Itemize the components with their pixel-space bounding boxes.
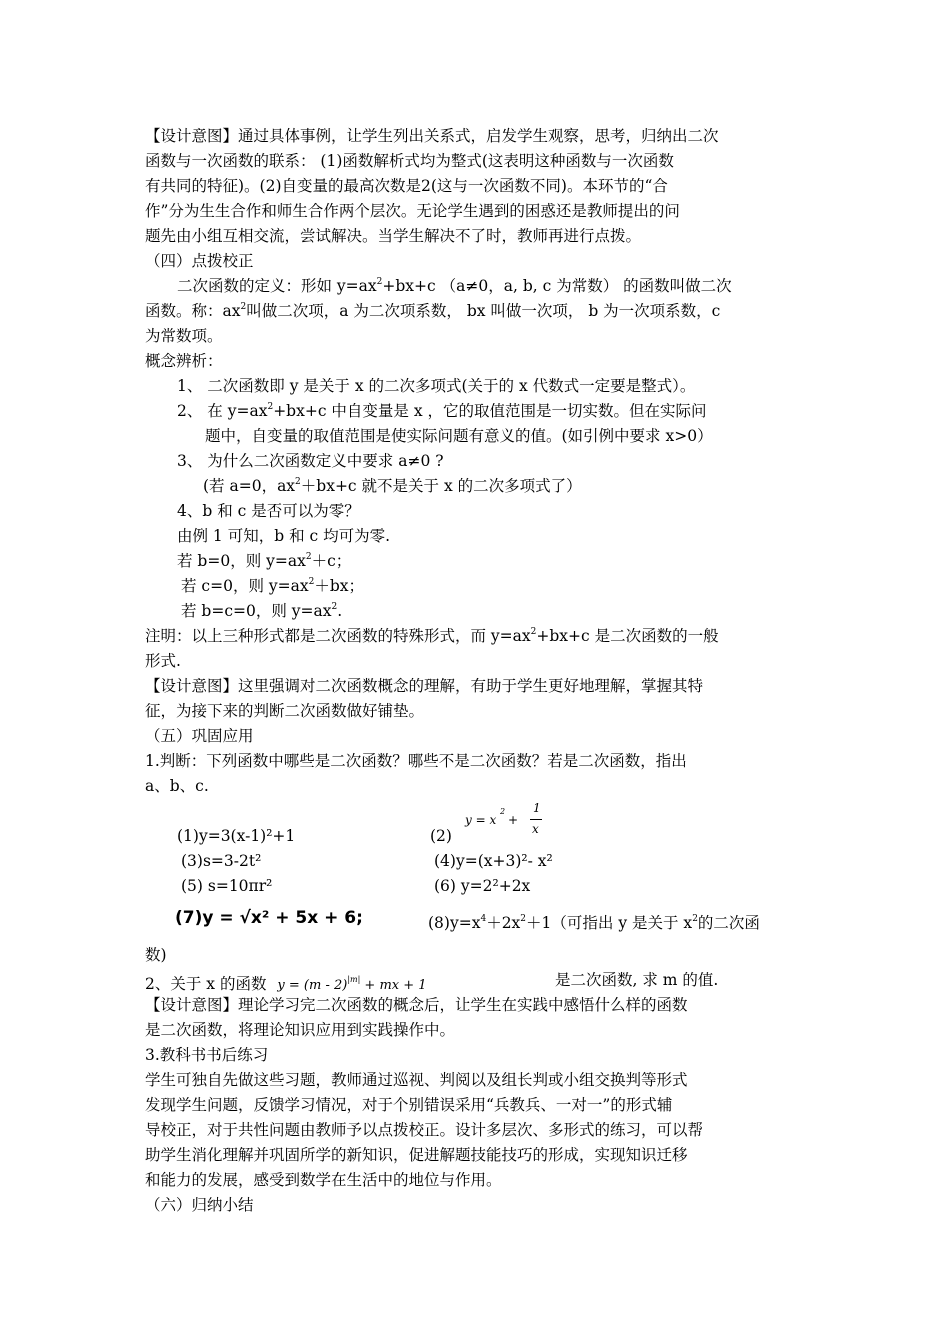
exercise-item-7: (7)y = √x² + 5x + 6;: [175, 908, 363, 928]
section-4-heading: （四）点拨校正: [145, 252, 254, 270]
practice-para-line1: 学生可独自先做这些习题，教师通过巡视、判阅以及组长判或小组交换判等形式: [145, 1071, 688, 1089]
exercise-item-2-label: (2): [430, 827, 452, 845]
concept-1: 1、 二次函数即 y 是关于 x 的二次多项式(关于的 x 代数式一定要是整式）。: [177, 377, 696, 395]
practice-para-line4: 助学生消化理解并巩固所学的新知识，促进解题技能技巧的形成，实现知识迁移: [145, 1146, 688, 1164]
note-line2: 形式.: [145, 652, 181, 670]
exercise-item-8: $(8)y=x^4+2x^2+1$（可指出 y 是关于 $x^2$的二次函: [428, 914, 760, 932]
concept-4-line3: 若 b=0，则 $y=ax^2+c$；: [177, 552, 352, 570]
exercise-item-8-line2: 数): [145, 946, 167, 964]
concept-4-line4: 若 c=0，则 $y=ax^2+bx$；: [181, 577, 365, 595]
design-intent-3-line1: 【设计意图】理论学习完二次函数的概念后，让学生在实践中感悟什么样的函数: [145, 996, 688, 1014]
exercise-item-1: (1)y=3(x-1)²+1: [177, 827, 296, 845]
design-intent-1-line4: 作”分为生生合作和师生合作两个层次。无论学生遇到的困惑还是教师提出的问: [145, 202, 680, 220]
definition-line2: 函数。称：$ax^2$叫做二次项，a 为二次项系数， bx 叫做一次项， b 为一次项系数，c: [145, 302, 721, 320]
design-intent-1-line2: 函数与一次函数的联系： (1)函数解析式均为整式(这表明这种函数与一次函数: [145, 152, 674, 170]
exercise-item-5: (5) s=10πr²: [181, 877, 273, 895]
question-1-line2: a、b、c.: [145, 777, 209, 795]
practice-para-line5: 和能力的发展，感受到数学在生活中的地位与作用。: [145, 1171, 502, 1189]
practice-para-line2: 发现学生问题，反馈学习情况，对于个别错误采用“兵教兵、一对一”的形式辅: [145, 1096, 673, 1114]
exercise-item-3: (3)s=3-2t²: [181, 852, 262, 870]
concept-2-line2: 题中，自变量的取值范围是使实际问题有意义的值。(如引例中要求 x>0）: [205, 427, 713, 445]
design-intent-1-line3: 有共同的特征)。(2)自变量的最高次数是2(这与一次函数不同)。本环节的“合: [145, 177, 668, 195]
concept-title: 概念辨析：: [145, 352, 223, 370]
definition-line1: 二次函数的定义：形如 $y=ax^2+bx+c$ （a≠0，a, b, c 为常数） 的函数叫做二次: [177, 277, 732, 295]
section-6-heading: （六）归纳小结: [145, 1196, 254, 1214]
question-1-line1: 1.判断：下列函数中哪些是二次函数？哪些不是二次函数？若是二次函数，指出: [145, 752, 687, 770]
concept-3-answer: (若 a=0，$ax^2+bx+c$ 就不是关于 x 的二次多项式了）: [203, 477, 582, 495]
question-3: 3.教科书书后练习: [145, 1046, 269, 1064]
question-2: 2、关于 x 的函数 y = (m - 2)$^{|m|}$ + mx + 1: [145, 975, 427, 993]
exercise-item-4: (4)y=(x+3)²- x²: [434, 852, 553, 870]
section-5-heading: （五）巩固应用: [145, 727, 254, 745]
note-line1: 注明：以上三种形式都是二次函数的特殊形式，而 $y=ax^2+bx+c$ 是二次函数的一般: [145, 627, 719, 645]
design-intent-2-line2: 征，为接下来的判断二次函数做好铺垫。: [145, 702, 425, 720]
design-intent-2-line1: 【设计意图】这里强调对二次函数概念的理解，有助于学生更好地理解，掌握其特: [145, 677, 704, 695]
design-intent-1-line1: 【设计意图】通过具体事例，让学生列出关系式，启发学生观察，思考，归纳出二次: [145, 127, 719, 145]
concept-4-line5: 若 b=c=0，则 $y=ax^2$.: [181, 602, 343, 620]
concept-3: 3、 为什么二次函数定义中要求 a≠0 ?: [177, 452, 444, 470]
question-2-tail: 是二次函数, 求 m 的值.: [555, 971, 719, 989]
exercise-item-2-formula: y = x 2 + 1 x: [465, 801, 541, 836]
practice-para-line3: 导校正，对于共性问题由教师予以点拨校正。设计多层次、多形式的练习，可以帮: [145, 1121, 704, 1139]
design-intent-1-line5: 题先由小组互相交流，尝试解决。当学生解决不了时，教师再进行点拨。: [145, 227, 642, 245]
design-intent-3-line2: 是二次函数，将理论知识应用到实践操作中。: [145, 1021, 456, 1039]
exercise-item-6: (6) y=2²+2x: [434, 877, 531, 895]
concept-2-line1: 2、 在 $y=ax^2+bx+c$ 中自变量是 x ，它的取值范围是一切实数。但在实际问: [177, 402, 707, 420]
concept-4: 4、b 和 c 是否可以为零？: [177, 502, 360, 520]
concept-4-line2: 由例 1 可知，b 和 c 均可为零.: [177, 527, 391, 545]
definition-line3: 为常数项。: [145, 327, 223, 345]
